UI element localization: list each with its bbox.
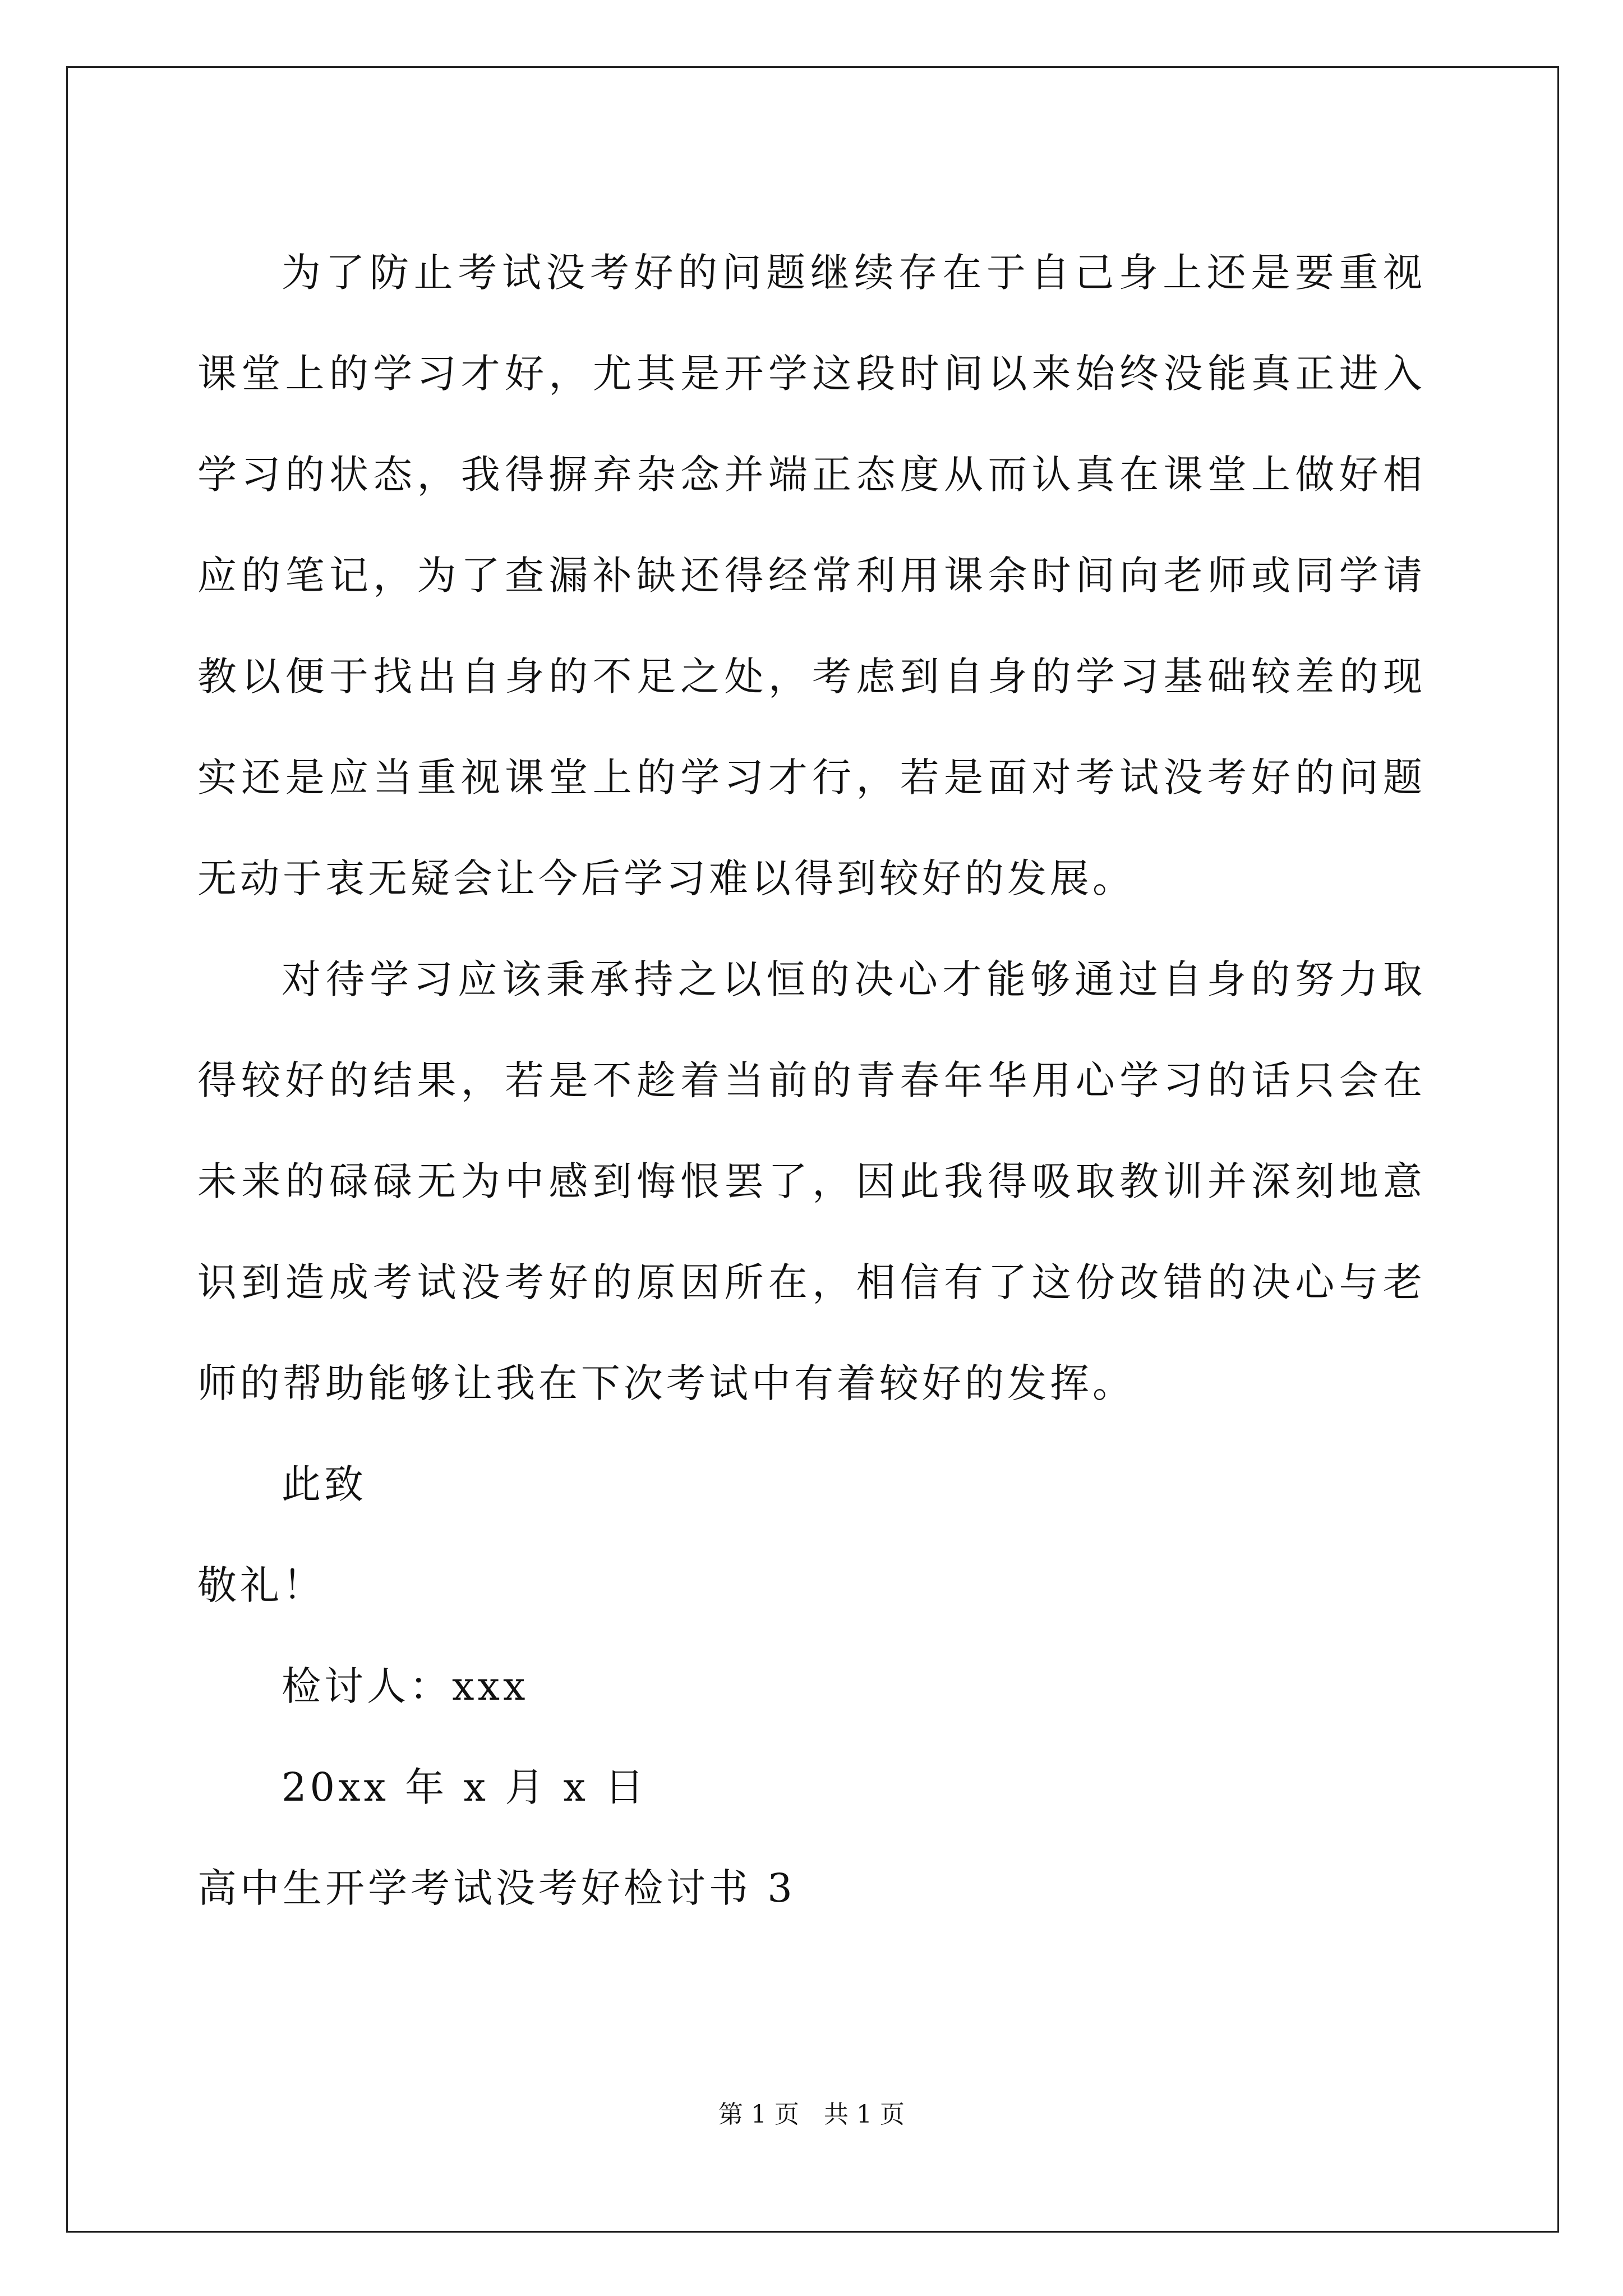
paragraph-2: 对待学习应该秉承持之以恒的决心才能够通过自身的努力取得较好的结果，若是不趁着当前的青春年华用心学习的话只会在未来的碌碌无为中感到悔恨罢了，因此我得吸取教训并深刻地意识到造成考试没考好的原因所在，相信有了这份改错的决心与老师的帮助能够让我在下次考试中有着较好的发挥。 bbox=[197, 956, 1426, 1406]
next-section-title: 高中生开学考试没考好检讨书 3 bbox=[197, 1865, 796, 1911]
page-footer: 第 1 页 共 1 页 bbox=[718, 2100, 905, 2129]
salute-text: 敬礼！ bbox=[197, 1562, 325, 1608]
document-body bbox=[197, 222, 1426, 1939]
signer-text: 检讨人：xxx bbox=[282, 1663, 529, 1709]
closing-text: 此致 bbox=[282, 1461, 367, 1507]
paragraph-1: 为了防止考试没考好的问题继续存在于自己身上还是要重视课堂上的学习才好，尤其是开学这段时间以来始终没能真正进入学习的状态，我得摒弃杂念并端正态度从而认真在课堂上做好相应的笔记，为了查漏补缺还得经常利用课余时间向老师或同学请教以便于找出自身的不足之处，考虑到自身的学习基础较差的现实还是应当重视课堂上的学习才行，若是面对考试没考好的问题无动于衷无疑会让今后学习难以得到较好的发展。 bbox=[197, 250, 1426, 901]
date-text: 20xx 年 x 月 x 日 bbox=[282, 1764, 648, 1810]
